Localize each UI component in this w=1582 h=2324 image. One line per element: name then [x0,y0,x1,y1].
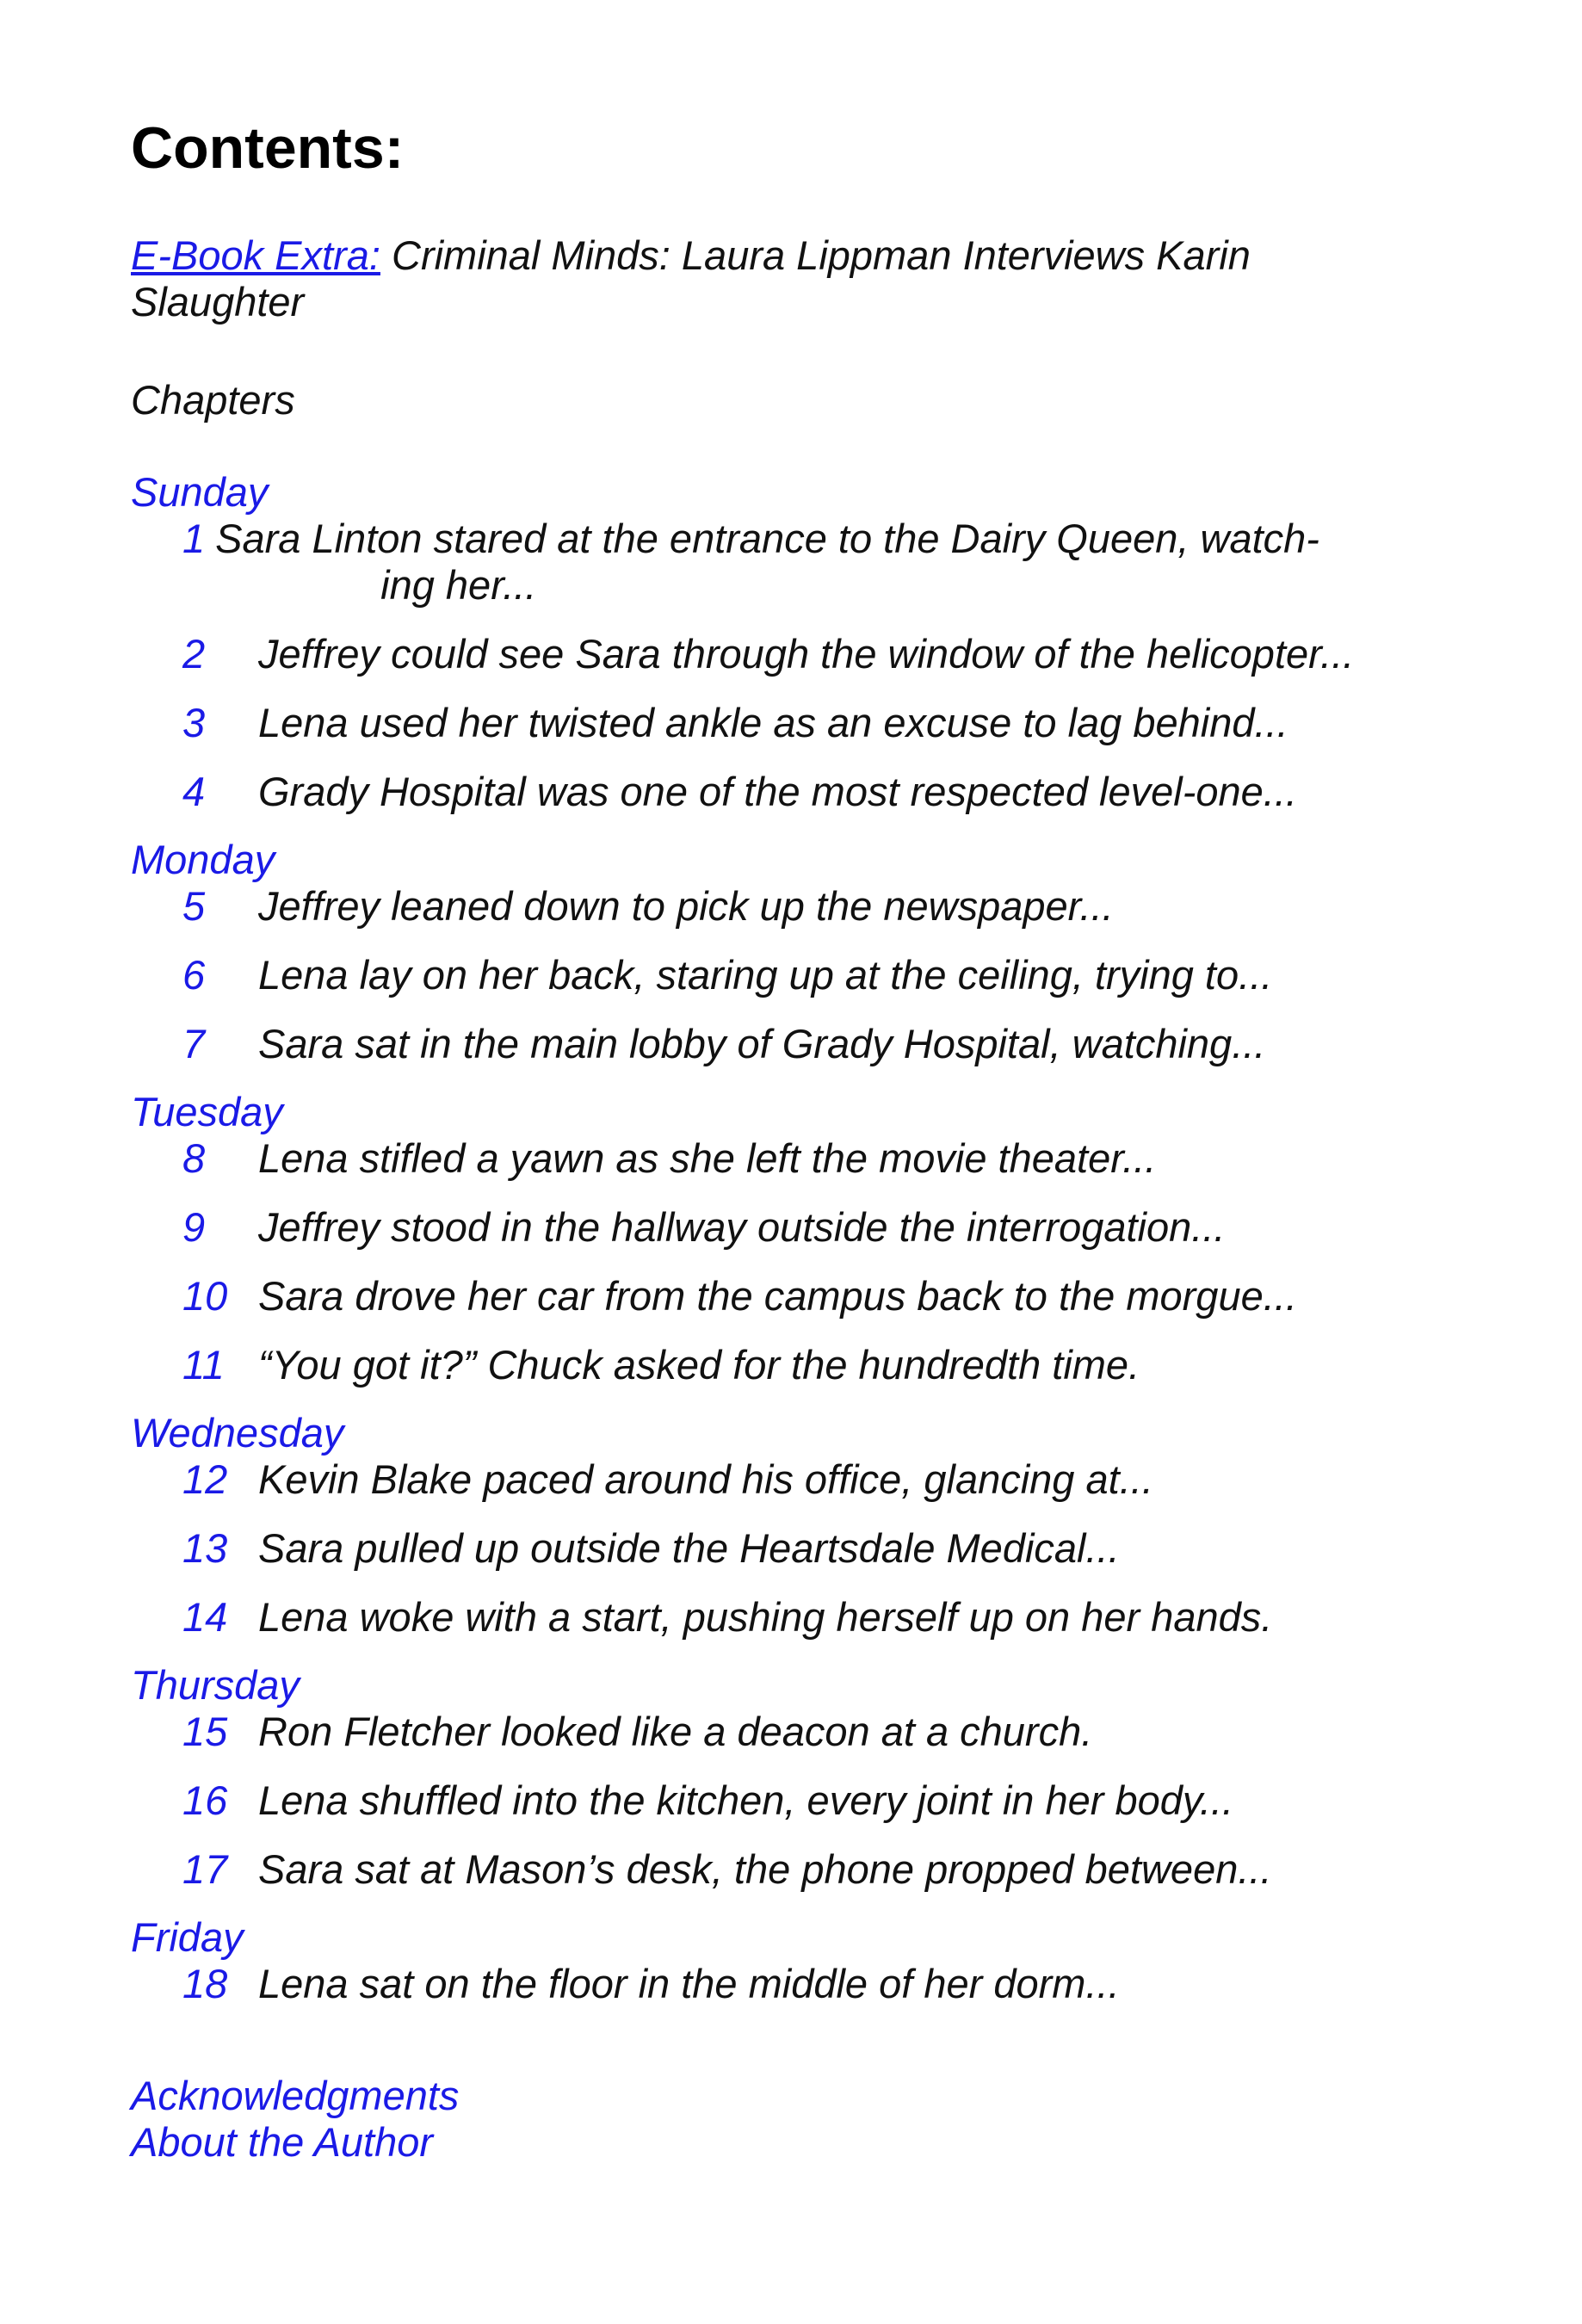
chapter-number[interactable]: 18 [182,1961,228,2006]
chapter-excerpt-line: Sara Linton stared at the entrance to the Dairy Queen, watch- [215,516,1319,561]
chapter-entry-10[interactable] [182,1273,1474,1320]
acknowledgments-link[interactable]: Acknowledgments [131,2073,460,2118]
chapter-excerpt: Sara drove her car from the campus back to the morgue... [258,1273,1297,1319]
chapter-entry-18[interactable] [182,1961,1474,2007]
chapter-excerpt: Jeffrey stood in the hallway outside the interrogation... [258,1204,1226,1250]
chapter-excerpt: Sara sat in the main lobby of Grady Hospital, watching... [258,1021,1266,1066]
day-link-wednesday[interactable]: Wednesday [131,1410,344,1456]
chapter-number[interactable]: 17 [182,1846,228,1892]
chapter-number[interactable]: 10 [182,1273,228,1319]
chapter-excerpt: Grady Hospital was one of the most respected level-one... [258,769,1297,814]
chapter-entry-15[interactable] [182,1709,1474,1755]
chapter-excerpt-continuation: ing her... [380,562,537,608]
chapter-entry-12[interactable] [182,1456,1474,1503]
chapter-number[interactable]: 5 [182,883,206,929]
chapter-excerpt: “You got it?” Chuck asked for the hundredth time. [258,1342,1140,1388]
chapter-excerpt: Jeffrey leaned down to pick up the newspaper... [258,883,1114,929]
chapter-entry-4[interactable] [182,769,1474,815]
chapter-number[interactable]: 15 [182,1709,228,1754]
chapter-excerpt [215,516,1474,609]
chapter-entry-5[interactable] [182,883,1474,930]
chapter-number[interactable]: 2 [182,631,206,677]
chapter-number[interactable]: 14 [182,1594,228,1640]
chapter-entry-8[interactable] [182,1135,1474,1182]
chapter-entry-2[interactable] [182,631,1474,677]
chapter-excerpt: Kevin Blake paced around his office, glancing at... [258,1456,1153,1502]
chapter-number[interactable]: 13 [182,1525,228,1571]
chapter-list [131,469,1474,2007]
chapter-number[interactable]: 6 [182,952,206,998]
chapter-entry-14[interactable] [182,1594,1474,1641]
chapter-entry-1[interactable] [182,516,1474,609]
ebook-extra-text: Criminal Minds: Laura Lippman Interviews Karin Slaughter [131,232,1251,324]
chapter-entry-16[interactable] [182,1777,1474,1824]
day-link-thursday[interactable]: Thursday [131,1662,300,1708]
day-link-monday[interactable]: Monday [131,837,275,882]
chapter-entry-11[interactable] [182,1342,1474,1388]
chapter-excerpt: Lena shuffled into the kitchen, every joint in her body... [258,1777,1234,1823]
chapter-excerpt: Lena woke with a start, pushing herself up on her hands. [258,1594,1273,1640]
day-link-sunday[interactable]: Sunday [131,469,269,515]
chapter-excerpt: Lena lay on her back, staring up at the ceiling, trying to... [258,952,1273,998]
chapter-excerpt: Jeffrey could see Sara through the window of the helicopter... [258,631,1355,677]
chapter-number[interactable]: 8 [182,1135,206,1181]
chapter-number[interactable]: 4 [182,769,206,814]
chapter-excerpt: Lena stifled a yawn as she left the movie theater... [258,1135,1157,1181]
chapter-excerpt: Ron Fletcher looked like a deacon at a church. [258,1709,1093,1754]
chapter-excerpt: Lena sat on the floor in the middle of her dorm... [258,1961,1120,2006]
ebook-extra-link[interactable]: E-Book Extra: [131,232,380,278]
chapters-heading: Chapters [131,377,295,423]
chapter-number[interactable]: 16 [182,1777,228,1823]
chapter-excerpt: Lena used her twisted ankle as an excuse to lag behind... [258,700,1288,745]
chapter-number[interactable]: 1 [182,516,206,561]
chapter-excerpt: Sara sat at Mason’s desk, the phone propped between... [258,1846,1272,1892]
backmatter-links [131,2073,459,2166]
chapter-entry-13[interactable] [182,1525,1474,1572]
chapter-entry-7[interactable] [182,1021,1474,1067]
page-title: Contents: [131,115,405,181]
chapter-number[interactable]: 12 [182,1456,228,1502]
chapter-number[interactable]: 9 [182,1204,206,1250]
chapter-number[interactable]: 11 [182,1342,225,1388]
chapter-entry-9[interactable] [182,1204,1474,1251]
chapter-excerpt: Sara pulled up outside the Heartsdale Medical... [258,1525,1120,1571]
chapter-entry-6[interactable] [182,952,1474,998]
chapter-entry-17[interactable] [182,1846,1474,1893]
day-link-friday[interactable]: Friday [131,1914,244,1960]
about-author-link[interactable]: About the Author [131,2119,434,2165]
chapter-number[interactable]: 3 [182,700,206,745]
day-link-tuesday[interactable]: Tuesday [131,1089,283,1134]
ebook-extra-entry [131,232,1422,325]
chapter-entry-3[interactable] [182,700,1474,746]
chapter-number[interactable]: 7 [182,1021,206,1066]
